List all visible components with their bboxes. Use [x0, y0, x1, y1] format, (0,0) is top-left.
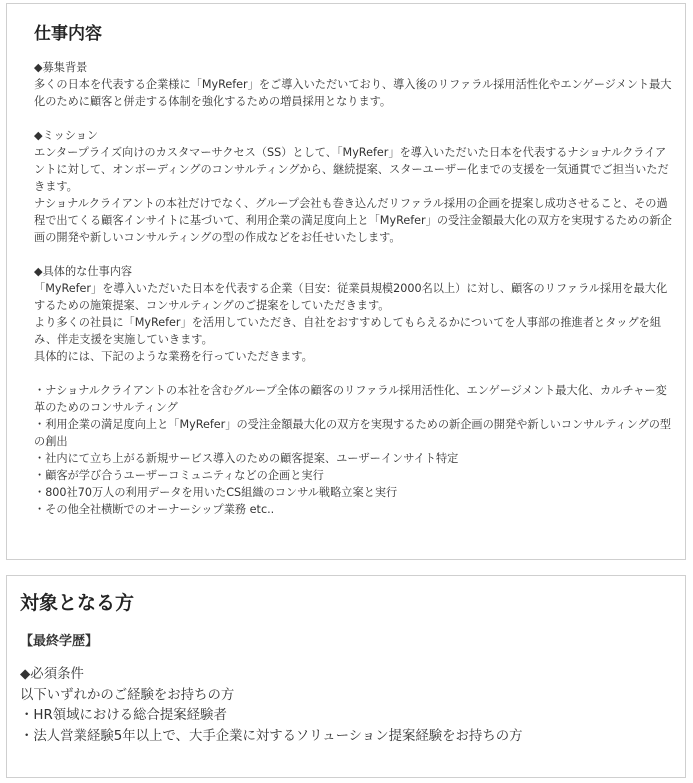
required-item: ・HR領域における総合提案経験者 — [20, 708, 227, 723]
detail-heading: ◆具体的な仕事内容 — [34, 265, 133, 278]
task-bullet: ・ナショナルクライアントの本社を含むグループ全体の顧客のリファラル採用活性化、エンゲージメント最大化、カルチャー変革のためのコンサルティング — [34, 384, 667, 414]
task-bullet: ・800社70万人の利用データを用いたCS組織のコンサル戦略立案と実行 — [34, 486, 398, 499]
job-description-card — [6, 3, 686, 560]
required-intro: 以下いずれかのご経験をお持ちの方 — [20, 687, 235, 703]
required-heading: ◆必須条件 — [20, 667, 84, 682]
task-bullet: ・顧客が学び合うユーザーコミュニティなどの企画と実行 — [34, 469, 324, 482]
task-bullet: ・その他全社横断でのオーナーシップ業務 etc.. — [34, 503, 275, 516]
required-item: ・法人営業経験5年以上で、大手企業に対するソリューション提案経験をお持ちの方 — [20, 728, 523, 744]
detail-text: より多くの社員に「MyRefer」を活用していただき、自社をおすすめしてもらえるかについてを人事部の推進者とタッグを組み、伴走支援を実施していきます。 — [34, 316, 662, 346]
task-bullet: ・社内にて立ち上がる新規サービス導入のための顧客提案、ユーザーインサイト特定 — [34, 452, 459, 465]
background-heading: ◆募集背景 — [34, 61, 88, 74]
mission-heading: ◆ミッション — [34, 129, 99, 142]
job-section-title: 仕事内容 — [34, 24, 102, 44]
mission-text: エンタープライズ向けのカスタマーサクセス（SS）として、「MyRefer」を導入いただいた日本を代表するナショナルクライアントに対して、オンボーディングのコンサルティングから、継続提案、スターユーザー化までの支援を一気通貫でご担当いただきます。 — [34, 146, 669, 193]
background-text: 多くの日本を代表する企業様に「MyRefer」をご導入いただいており、導入後のリファラル採用活性化やエンゲージメント最大化のために顧客と併走する体制を強化するための増員採用となります。 — [34, 78, 672, 108]
job-description-body — [34, 59, 674, 518]
task-bullet: ・利用企業の満足度向上と「MyRefer」の受注金額最大化の双方を実現するための新企画の開発や新しいコンサルティングの型の創出 — [34, 418, 672, 448]
target-section-title: 対象となる方 — [20, 592, 135, 614]
requirements-body — [20, 665, 685, 747]
detail-text: 具体的には、下記のような業務を行っていただきます。 — [34, 350, 313, 363]
education-label: 【最終学歴】 — [20, 634, 99, 649]
detail-text: 「MyRefer」を導入いただいた日本を代表する企業（目安：従業員規模2000名以上）に対し、顧客のリファラル採用を最大化するための施策提案、コンサルティングのご提案をしていただきます。 — [34, 282, 668, 312]
target-candidate-card — [6, 575, 686, 778]
mission-text: ナショナルクライアントの本社だけでなく、グループ会社も巻き込んだリファラル採用の企画を提案し成功させること、その過程で出てくる顧客インサイトに基づいて、利用企業の満足度向上と「MyRefer」の受注金額最大化の双方を実現するための新企画の開発や新しいコンサルティングの型の作成などをお任せいたします。 — [34, 197, 672, 244]
